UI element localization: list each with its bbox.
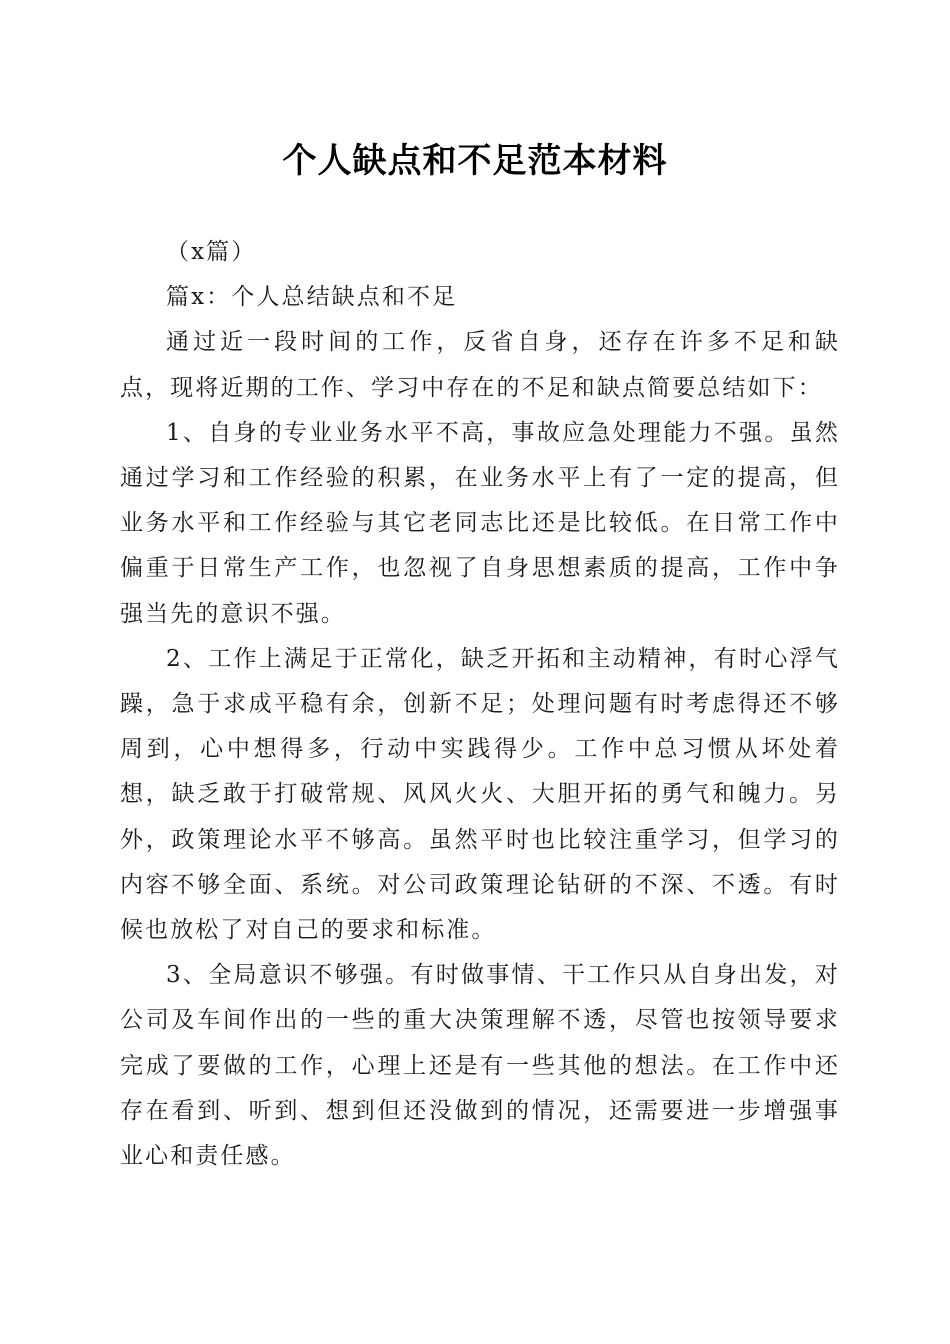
paragraph-subtitle: 篇x：个人总结缺点和不足 [166, 284, 458, 311]
paragraph-point-2: 2、工作上满足于正常化，缺乏开拓和主动精神，有时心浮气躁，急于求成平稳有余，创新不足；处理问题有时考虑得还不够周到，心中想得多，行动中实践得少。工作中总习惯从坏处着想，缺乏敢于打破常规、风风火火、大胆开拓的勇气和魄力。另外，政策理论水平不够高。虽然平时也比较注重学习，但学习的内容不够全面、系统。对公司政策理论钻研的不深、不透。有时候也放松了对自己的要求和标准。 [120, 645, 840, 944]
document-body [120, 230, 840, 1179]
paragraph-intro: 通过近一段时间的工作，反省自身，还存在许多不足和缺点，现将近期的工作、学习中存在的不足和缺点简要总结如下： [120, 329, 840, 401]
document-title: 个人缺点和不足范本材料 [282, 141, 668, 181]
paragraph-piece-count: （x篇） [166, 239, 257, 265]
paragraph-point-1: 1、自身的专业业务水平不高，事故应急处理能力不强。虽然通过学习和工作经验的积累，在业务水平上有了一定的提高，但业务水平和工作经验与其它老同志比还是比较低。在日常工作中偏重于日常生产工作，也忽视了自身思想素质的提高，工作中争强当先的意识不强。 [120, 419, 840, 627]
paragraph-point-3: 3、全局意识不够强。有时做事情、干工作只从自身出发，对公司及车间作出的一些的重大决策理解不透，尽管也按领导要求完成了要做的工作，心理上还是有一些其他的想法。在工作中还存在看到、听到、想到但还没做到的情况，还需要进一步增强事业心和责任感。 [120, 962, 840, 1170]
